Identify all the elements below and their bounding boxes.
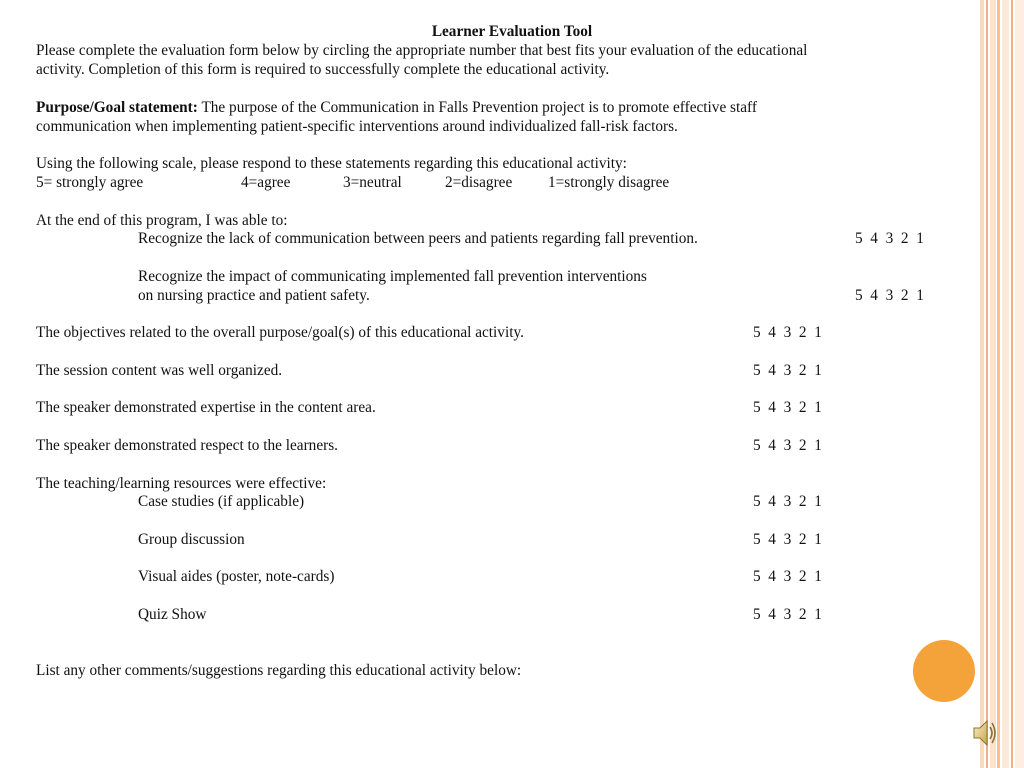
resource-case-studies: Case studies (if applicable) bbox=[138, 493, 305, 510]
scale-option-2: 2=disagree bbox=[445, 174, 513, 191]
rating-options[interactable]: 5 4 3 2 1 bbox=[753, 568, 822, 585]
rating-options[interactable]: 5 4 3 2 1 bbox=[855, 230, 924, 247]
decorative-stripe bbox=[1011, 0, 1013, 768]
decorative-circle bbox=[913, 640, 975, 702]
decorative-stripe bbox=[997, 0, 1000, 768]
rating-options[interactable]: 5 4 3 2 1 bbox=[753, 399, 822, 416]
program-item-1: Recognize the lack of communication between peers and patients regarding fall prevention. bbox=[138, 230, 698, 247]
scale-option-1: 1=strongly disagree bbox=[548, 174, 670, 191]
scale-instruction: Using the following scale, please respond to these statements regarding this educational activity: bbox=[36, 155, 627, 172]
purpose-line-2: communication when implementing patient-specific interventions around individualized fall-risk factors. bbox=[36, 118, 678, 135]
scale-option-5: 5= strongly agree bbox=[36, 174, 144, 191]
resource-group-discussion: Group discussion bbox=[138, 531, 245, 548]
decorative-stripe bbox=[1002, 0, 1009, 768]
statement-respect: The speaker demonstrated respect to the learners. bbox=[36, 437, 338, 454]
purpose-label: Purpose/Goal statement: bbox=[36, 99, 198, 116]
scale-option-4: 4=agree bbox=[241, 174, 291, 191]
resource-visual-aides: Visual aides (poster, note-cards) bbox=[138, 568, 335, 585]
intro-line-1: Please complete the evaluation form below by circling the appropriate number that best fits your evaluation of the educational bbox=[36, 42, 808, 59]
rating-options[interactable]: 5 4 3 2 1 bbox=[855, 287, 924, 304]
resource-quiz-show: Quiz Show bbox=[138, 606, 207, 623]
decorative-stripe bbox=[990, 0, 996, 768]
rating-options[interactable]: 5 4 3 2 1 bbox=[753, 531, 822, 548]
page-title: Learner Evaluation Tool bbox=[431, 23, 593, 40]
statement-expertise: The speaker demonstrated expertise in the content area. bbox=[36, 399, 376, 416]
rating-options[interactable]: 5 4 3 2 1 bbox=[753, 606, 822, 623]
rating-options[interactable]: 5 4 3 2 1 bbox=[753, 493, 822, 510]
decorative-stripe bbox=[980, 0, 984, 768]
purpose-text: The purpose of the Communication in Falls Prevention project is to promote effective staff bbox=[201, 99, 757, 116]
rating-options[interactable]: 5 4 3 2 1 bbox=[753, 437, 822, 454]
scale-option-3: 3=neutral bbox=[343, 174, 402, 191]
program-heading: At the end of this program, I was able to: bbox=[36, 212, 288, 229]
decorative-stripe bbox=[1015, 0, 1024, 768]
resources-heading: The teaching/learning resources were effective: bbox=[36, 475, 327, 492]
program-item-2-line-1: Recognize the impact of communicating implemented fall prevention interventions bbox=[138, 268, 647, 285]
purpose-statement bbox=[36, 99, 757, 118]
rating-options[interactable]: 5 4 3 2 1 bbox=[753, 324, 822, 341]
speaker-icon[interactable] bbox=[972, 716, 998, 750]
statement-objectives: The objectives related to the overall purpose/goal(s) of this educational activity. bbox=[36, 324, 524, 341]
decorative-stripe bbox=[986, 0, 988, 768]
rating-options[interactable]: 5 4 3 2 1 bbox=[753, 362, 822, 379]
comments-prompt: List any other comments/suggestions regarding this educational activity below: bbox=[36, 662, 522, 679]
program-item-2-line-2: on nursing practice and patient safety. bbox=[138, 287, 370, 304]
intro-line-2: activity. Completion of this form is required to successfully complete the educational activity. bbox=[36, 61, 610, 78]
statement-organized: The session content was well organized. bbox=[36, 362, 283, 379]
